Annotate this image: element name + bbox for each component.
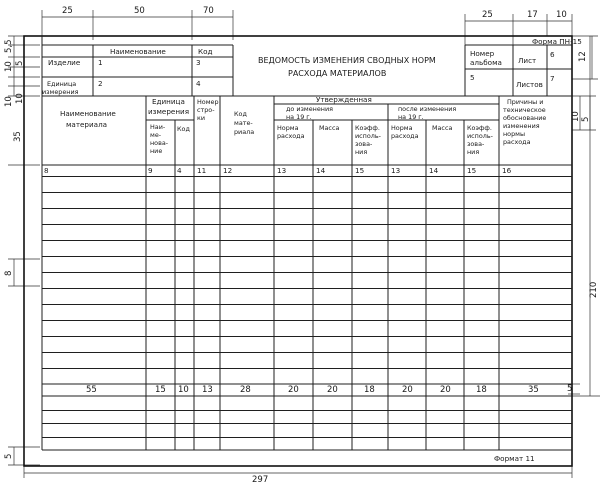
col-norma-1-a: Норма (277, 124, 299, 132)
col-do-2: на 19 г. (286, 113, 312, 121)
dim-70: 70 (203, 6, 214, 16)
col-norma-2-a: расхода (277, 132, 305, 140)
form-code: Форма ПН-15 (532, 37, 582, 46)
col-koef-4-b: ния (467, 148, 480, 156)
form-frame (24, 36, 572, 466)
listov-label: Листов (516, 80, 543, 89)
col-nomer-1: Номер (197, 98, 219, 106)
col-width-1: 15 (155, 385, 166, 395)
dim-10-c: 10 (15, 93, 25, 104)
header-izdelie-num: 1 (98, 58, 103, 67)
col-num-3: 11 (197, 166, 207, 175)
col-massa-a: Масса (319, 124, 340, 132)
col-massa-b: Масса (432, 124, 453, 132)
dim-5-5: 5,5 (4, 39, 14, 53)
dim-5-right: 5 (581, 116, 591, 122)
dim-10-right: 10 (571, 111, 581, 122)
header-naim: Наименование (110, 47, 166, 56)
dim-5-b: 5 (15, 60, 25, 66)
col-ed-naim-4: ние (150, 147, 163, 155)
dim-10-b: 10 (4, 96, 14, 107)
header-ed-num: 2 (98, 79, 103, 88)
col-prich-5: нормы (503, 130, 526, 138)
col-num-1: 9 (148, 166, 153, 175)
col-prich-6: расхода (503, 138, 531, 146)
dim-210: 210 (589, 281, 599, 298)
col-kod-mat-3: риала (234, 128, 255, 136)
col-num-9: 14 (429, 166, 439, 175)
header-ed-line2: измерения (42, 88, 79, 96)
column-number-row (44, 166, 512, 175)
col-nomer-2: стро- (197, 106, 215, 114)
col-nomer-3: ки (197, 114, 206, 122)
album-num: 5 (470, 73, 475, 82)
col-width-5: 20 (288, 385, 299, 395)
table-rows-bottom (42, 411, 572, 438)
col-do-1: до изменения (286, 105, 333, 113)
header-title-1: ВЕДОМОСТЬ ИЗМЕНЕНИЯ СВОДНЫХ НОРМ (258, 56, 436, 65)
dim-5-c: 5 (4, 453, 14, 459)
header-izdelie: Изделие (48, 58, 81, 67)
dim-12: 12 (578, 51, 588, 62)
col-num-7: 15 (355, 166, 365, 175)
col-width-8: 20 (402, 385, 413, 395)
col-width-2: 10 (178, 385, 189, 395)
header-ed-line1: Единица (47, 80, 77, 88)
format-label: Формат 11 (494, 454, 535, 463)
col-ed-1: Единица (152, 97, 185, 106)
header-texts (42, 37, 582, 96)
bottom-dimensions (24, 466, 572, 485)
col-ed-naim-2: ме- (150, 131, 162, 139)
album-label-2: альбома (470, 58, 502, 67)
header-ed-kod: 4 (196, 79, 201, 88)
col-width-9: 20 (440, 385, 451, 395)
col-prich-1: Причины и (507, 98, 544, 106)
col-prich-4: изменения (503, 122, 540, 130)
col-norma-2-b: расхода (391, 132, 419, 140)
header-kod: Код (198, 47, 213, 56)
col-num-4: 12 (223, 166, 233, 175)
col-num-2: 4 (177, 166, 182, 175)
dim-17: 17 (527, 10, 538, 20)
col-num-10: 15 (467, 166, 477, 175)
col-num-11: 16 (502, 166, 512, 175)
col-prich-2: техническое (503, 106, 546, 114)
header-izdelie-kod: 3 (196, 58, 201, 67)
col-koef-1-b: Коэфф. (467, 124, 492, 132)
col-width-0: 55 (86, 385, 97, 395)
col-koef-1-a: Коэфф. (355, 124, 380, 132)
col-num-6: 14 (316, 166, 326, 175)
column-width-row (42, 384, 572, 396)
col-prich-3: обоснование (503, 114, 547, 122)
col-koef-4-a: ния (355, 148, 368, 156)
col-ed-naim-3: нова- (150, 139, 169, 147)
col-posle-1: после изменения (398, 105, 457, 113)
col-width-6: 20 (327, 385, 338, 395)
col-width-10: 18 (476, 385, 487, 395)
dim-35: 35 (13, 131, 23, 142)
dim-10: 10 (556, 10, 567, 20)
album-label-1: Номер (470, 49, 495, 58)
col-width-11: 35 (528, 385, 539, 395)
col-norma-1-b: Норма (391, 124, 413, 132)
col-posle-2: на 19 г. (398, 113, 424, 121)
col-koef-2-a: исполь- (355, 132, 381, 140)
col-num-0: 8 (44, 166, 49, 175)
dim-50: 50 (134, 6, 145, 16)
col-koef-3-b: зова- (467, 140, 485, 148)
col-width-7: 18 (364, 385, 375, 395)
col-num-8: 13 (391, 166, 401, 175)
dim-10-a: 10 (4, 61, 14, 72)
dim-25-right: 25 (482, 10, 493, 20)
col-num-5: 13 (277, 166, 287, 175)
dim-8: 8 (4, 270, 14, 276)
list-label: Лист (518, 56, 537, 65)
list-num: 6 (550, 50, 555, 59)
col-ed-kod: Код (177, 125, 190, 133)
col-koef-3-a: зова- (355, 140, 373, 148)
dim-25: 25 (62, 6, 73, 16)
dim-5-right-b: 5 (567, 384, 573, 394)
header-title-2: РАСХОДА МАТЕРИАЛОВ (288, 69, 387, 78)
top-dimensions (42, 6, 572, 45)
col-kod-mat-1: Код (234, 110, 247, 118)
col-ed-naim-1: Наи- (150, 123, 166, 131)
left-dimensions (4, 36, 40, 465)
col-width-4: 28 (240, 385, 251, 395)
col-naim-2: материала (66, 120, 108, 129)
col-naim-1: Наименование (60, 109, 116, 118)
table-rows-top (42, 177, 572, 369)
col-koef-2-b: исполь- (467, 132, 493, 140)
col-utv: Утвержденная (316, 95, 372, 104)
listov-num: 7 (550, 74, 555, 83)
col-ed-2: измерения (148, 107, 190, 116)
col-kod-mat-2: мате- (234, 119, 253, 127)
col-width-3: 13 (202, 385, 213, 395)
dim-297: 297 (252, 475, 269, 485)
